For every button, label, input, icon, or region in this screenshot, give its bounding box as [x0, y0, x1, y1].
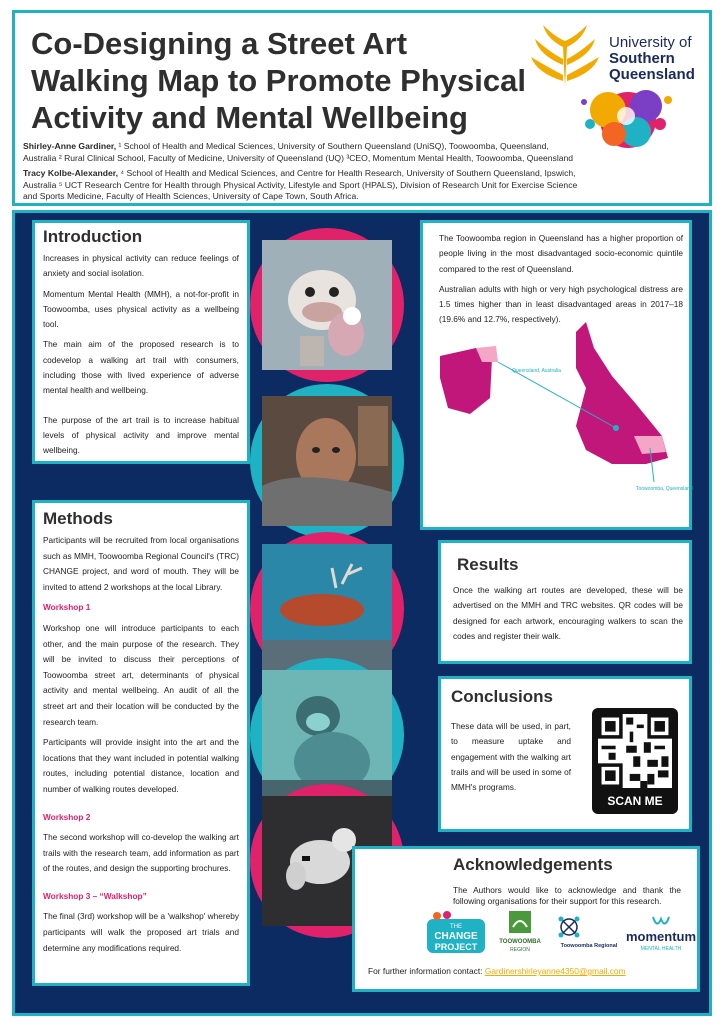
- logo-line-3: Queensland: [609, 66, 695, 83]
- results-heading: Results: [457, 555, 519, 574]
- conclusions-text: These data will be used, in part, to measure uptake and engagement with the walking art trails and will be used in some of MMH's programs.: [451, 721, 571, 793]
- intro-paragraph-4: The purpose of the art trail is to increase habitual levels of physical activity and improve mental wellbeing.: [43, 414, 239, 456]
- title-line-2: Walking Map to Promote Physical: [31, 63, 526, 98]
- methods-paragraph-3: Participants will provide insight into the art and the locations that they want included in potential walking routes, including potential distance, location and number of walking routes developed.: [43, 737, 239, 794]
- introduction-text: [43, 251, 239, 464]
- introduction-heading: Introduction: [43, 227, 143, 246]
- author-name-2: Tracy Kolbe-Alexander,: [23, 168, 119, 179]
- methods-heading: Methods: [43, 509, 113, 528]
- author-block: [23, 141, 579, 207]
- intro-paragraph-3: The main aim of the proposed research is to codevelop a walking art trail with consumers, including those with lived experience of adverse mental health and wellbeing.: [43, 339, 239, 396]
- momentum-logo-text-1: momentum: [625, 929, 697, 944]
- context-paragraph-1: The Toowoomba region in Queensland has a higher proportion of people living in the most disadvantaged socio-economic quintile compared to the rest of Queensland.: [439, 233, 683, 274]
- methods-panel: [32, 500, 250, 986]
- conclusions-heading: Conclusions: [451, 687, 554, 706]
- momentum-logo: [621, 913, 701, 957]
- paint-splash-image: [568, 72, 688, 162]
- acknowledgements-text: The Authors would like to acknowledge and thank the following organisations for their support for this research.: [453, 885, 681, 906]
- introduction-panel: [32, 220, 250, 464]
- toowoomba-regional-partnership-logo: [549, 909, 619, 959]
- change-project-logo: [427, 911, 485, 955]
- acknowledgements-heading: Acknowledgements: [453, 855, 613, 874]
- toowoomba-logo-text-2: REGION: [510, 947, 530, 953]
- author-name-1: Shirley-Anne Gardiner,: [23, 141, 117, 151]
- title-line-3: Activity and Mental Wellbeing: [31, 100, 468, 135]
- change-logo-text-2: CHANGE: [434, 931, 478, 942]
- toowoomba-logo-text-1: TOOWOOMBA: [499, 939, 541, 945]
- qr-code-icon[interactable]: [598, 714, 672, 788]
- queensland-map: [436, 318, 693, 508]
- intro-paragraph-2: Momentum Mental Health (MMH), a not-for-profit in Toowoomba, uses physical activity as a wellbeing tool.: [43, 288, 239, 330]
- map-label-queensland: Queensland, Australia: [512, 368, 561, 374]
- title-line-1: Co-Designing a Street Art: [31, 26, 408, 61]
- contact-email-link[interactable]: Gardinershirleyanne4350@gmail.com: [484, 966, 626, 976]
- methods-text: [43, 533, 239, 961]
- workshop-3-heading: Workshop 3 – “Walkshop”: [43, 890, 147, 901]
- momentum-logo-text-2: MENTAL HEALTH: [640, 946, 682, 952]
- contact-label: For further information contact:: [368, 966, 485, 976]
- contact-line: [368, 966, 626, 976]
- poster-title: [31, 25, 551, 136]
- workshop-2-heading: Workshop 2: [43, 811, 91, 822]
- scan-me-label: SCAN ME: [607, 794, 663, 808]
- results-panel: [438, 540, 692, 664]
- methods-paragraph-1: Participants will be recruited from local organisations such as MMH, Toowoomba Regional Council's (TRC) CHANGE project, and word of mouth. They will be invited to attend 2 workshops at the local Library.: [43, 535, 239, 592]
- methods-paragraph-4: The second workshop will co-develop the walking art trails with the research team, add information as part of the routes, and design the supporting brochures.: [43, 832, 239, 874]
- street-art-photo-bulldog: [250, 228, 404, 382]
- author-affiliation-2: ⁴ School of Health and Medical Sciences, and Centre for Health Research, University of Southern Queensland, Ipswich, Australia ⁵ UCT Research Centre for Health through Physical Activity, Lifestyle and Sport (HPALS), Division of Research Unit for Exercise Science and Sports Medicine, Faculty of Health Sciences, University of Cape Town, South Africa.: [23, 168, 578, 202]
- map-label-toowoomba: Toowoomba, Queensland: [636, 486, 693, 492]
- methods-paragraph-5: The final (3rd) workshop will be a 'walkshop' whereby participants will walk the proposed art trials and determine any modifications required.: [43, 911, 239, 953]
- logo-line-2: Southern: [609, 50, 675, 67]
- logo-line-1: University of: [609, 34, 692, 51]
- workshop-1-heading: Workshop 1: [43, 602, 91, 613]
- change-logo-text-3: PROJECT: [434, 942, 478, 952]
- change-logo-text-1: THE: [450, 924, 462, 930]
- results-text: Once the walking art routes are developed, these will be advertised on the MMH and TRC websites. QR codes will be designed for each artwork, encouraging walkers to scan the codes and register their walk.: [453, 585, 683, 641]
- regional-logo-text: Toowoomba Regional: [560, 943, 618, 949]
- methods-paragraph-2: Workshop one will introduce participants to each other, and the main purpose of the research. They will be invited to discuss their perceptions of Toowoomba street art, determinants of physical activity and mental wellbeing. An audit of all the street art and their location will be conducted by the research team.: [43, 622, 239, 727]
- intro-paragraph-1: Increases in physical activity can reduce feelings of anxiety and social isolation.: [43, 253, 239, 279]
- context-paragraph-2: Australian adults with high or very high psychological distress are 1.5 times higher than in least disadvantaged areas in 2017–18 (19.6% and 12.7%, respectively).: [439, 283, 683, 325]
- author-affiliation-1: ¹ School of Health and Medical Sciences, University of Southern Queensland (UniSQ), Toowoomba, Queensland, Australia ² Rural Clinical School, Faculty of Medicine, University of Queensland (UQ) ³CEO, Momentum Mental Health, Toowoomba, Queensland: [23, 141, 574, 163]
- toowoomba-region-logo: [495, 911, 545, 959]
- street-art-photo-mural-face: [250, 384, 404, 538]
- qr-code-block[interactable]: [592, 708, 678, 814]
